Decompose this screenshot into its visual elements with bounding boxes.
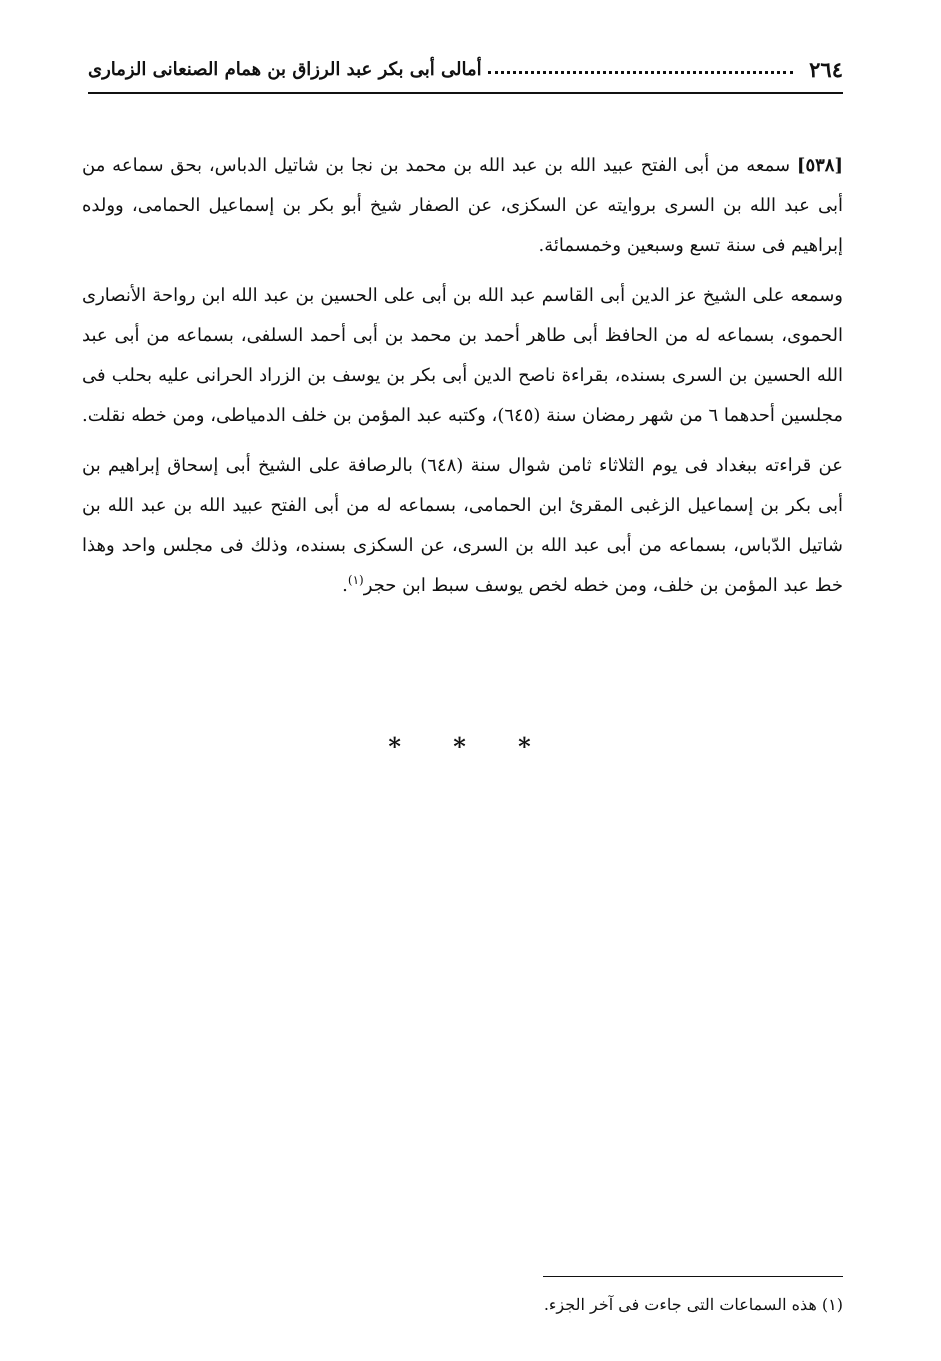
page-number: ٢٦٤ <box>809 56 843 82</box>
paragraph-second-audition <box>82 276 843 436</box>
paragraph-text: عن قراءته ببغداد فى يوم الثلاثاء ثامن شوال سنة (٦٤٨) بالرصافة على الشيخ أبى إسحاق إبراهيم بن أبى بكر بن إسماعيل الزغبى المقرئ ابن الحمامى، بسماعه له من أبى الفتح عبيد الله بن عبد الله بن شاتيل الدّباس، بسماعه من أبى عبد الله بن السرى، عن السكزى بسنده، وذلك فى مجلس واحد وهذا خط عبد المؤمن بن خلف، ومن خطه لخص يوسف سبط ابن حجر <box>82 455 843 596</box>
header-rule <box>88 92 843 94</box>
body-text <box>82 146 843 616</box>
paragraph-third-audition <box>82 446 843 606</box>
dotted-leader <box>488 71 794 74</box>
running-head <box>88 50 843 88</box>
footnote: (١) هذه السماعات التى جاءت فى آخر الجزء. <box>543 1295 843 1314</box>
footnote-rule <box>543 1276 843 1277</box>
paragraph-text: سمعه من أبى الفتح عبيد الله بن عبد الله بن محمد بن نجا بن شاتيل الدباس، بحق سماعه من أبى عبد الله بن السرى بروايته عن السكزى، عن الصفار شيخ أبو بكر بن إسماعيل الحمامى، وولده إبراهيم فى سنة تسع وسبعين وخمسمائة. <box>82 155 843 256</box>
paragraph-text: وسمعه على الشيخ عز الدين أبى القاسم عبد الله بن أبى على الحسين بن عبد الله ابن رواحة الأنصارى الحموى، بسماعه له من الحافظ أبى طاهر أحمد بن محمد بن أبى أحمد السلفى، بسماعه من أبى عبد الله الحسين بن السرى بسنده، بقراءة ناصح الدين أبى بكر بن يوسف بن الزراد الحرانى عليه بحلب فى مجلسين أحدهما ٦ من شهر رمضان سنة (٦٤٥)، وكتبه عبد المؤمن بن خلف الدمياطى، ومن خطه نقلت. <box>82 285 843 426</box>
paragraph-end-punctuation: . <box>342 575 348 596</box>
running-title: أمالى أبى بكر عبد الرزاق بن همام الصنعانى الزمارى <box>88 58 482 80</box>
entry-number: [٥٣٨] <box>796 155 843 176</box>
section-separator: * * * <box>388 732 553 761</box>
footnote-reference[interactable]: (١) <box>347 573 364 587</box>
paragraph-538 <box>82 146 843 266</box>
